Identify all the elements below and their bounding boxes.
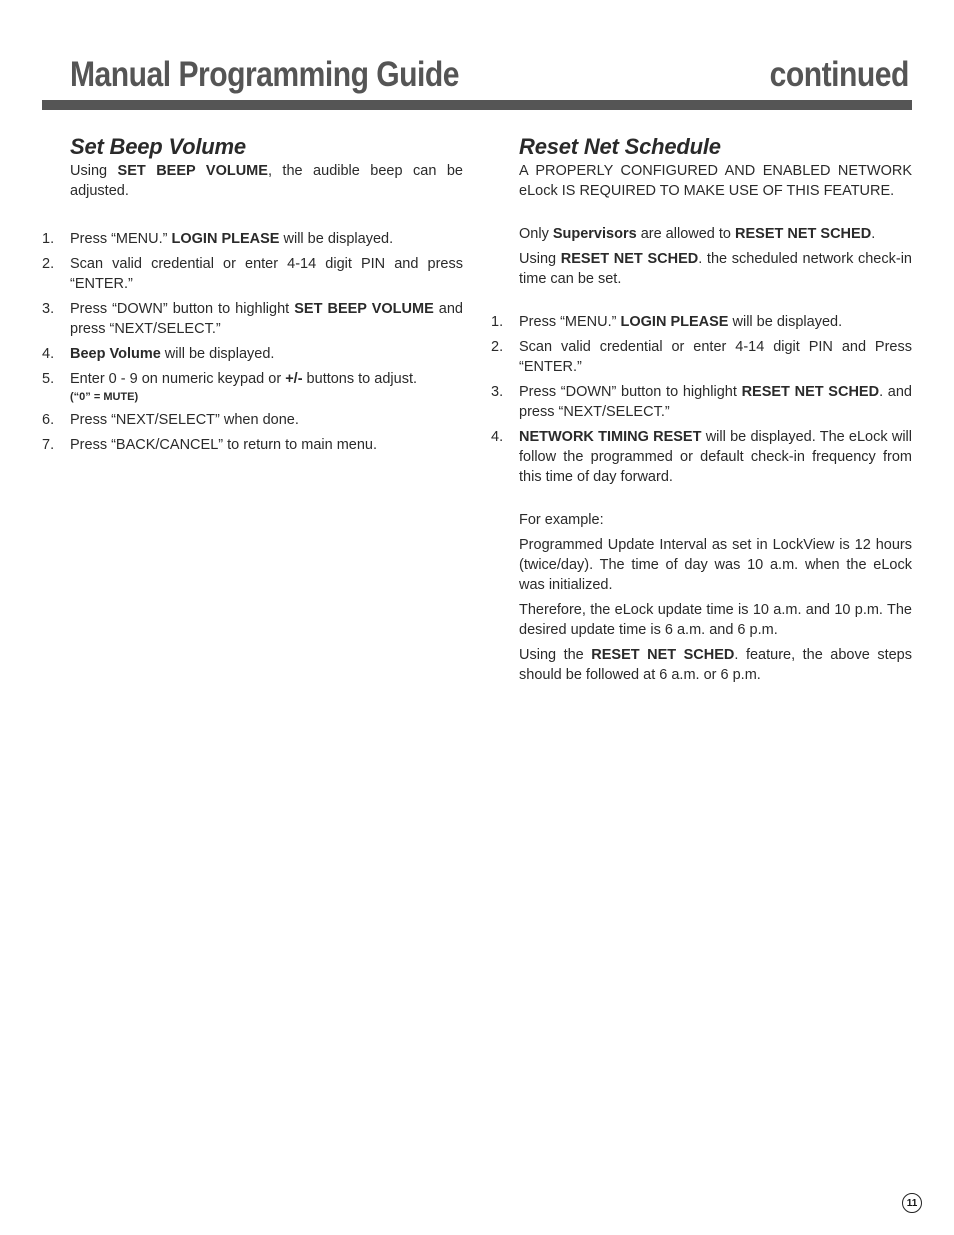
step-number: 5. xyxy=(42,371,55,387)
text-run: . the scheduled network check-in time can be set. xyxy=(519,251,912,287)
text-run: Press “BACK/CANCEL” to return to main menu. xyxy=(70,437,378,453)
set-beep-volume-section xyxy=(42,133,463,460)
supervisor-note xyxy=(519,224,912,244)
keyword: Beep Volume xyxy=(70,346,161,362)
text-run: Using xyxy=(70,163,118,179)
example-paragraph: Therefore, the eLock update time is 10 a.m. and 10 p.m. The desired update time is 6 a.m. and 6 p.m. xyxy=(519,602,912,638)
text-run: , the audible beep can be adjusted. xyxy=(70,163,463,199)
list-item xyxy=(42,410,463,430)
list-item xyxy=(491,427,912,487)
text-run: buttons to adjust. xyxy=(302,371,417,387)
section-heading: Reset Net Schedule xyxy=(519,134,721,159)
steps-list xyxy=(491,312,912,487)
header-divider xyxy=(42,100,912,110)
keyword: RESET NET SCHED xyxy=(560,251,699,267)
text-run: Press “MENU.” xyxy=(70,231,172,247)
reset-net-schedule-section xyxy=(491,133,912,690)
text-run: will be displayed. xyxy=(279,231,394,247)
text-run: . xyxy=(871,226,876,242)
step-number: 4. xyxy=(491,429,504,445)
section-intro xyxy=(70,161,463,201)
keyword: RESET NET SCHED xyxy=(591,647,735,663)
step-number: 1. xyxy=(491,314,504,330)
step-number: 2. xyxy=(491,339,504,355)
step-number: 6. xyxy=(42,412,55,428)
list-item xyxy=(42,435,463,455)
list-item xyxy=(42,369,463,405)
text-run: are allowed to xyxy=(636,226,736,242)
keyword: SET BEEP VOLUME xyxy=(294,301,434,317)
text-run: and press “NEXT/SELECT.” xyxy=(70,301,463,337)
text-run: Using the xyxy=(519,647,592,663)
keyword: +/- xyxy=(285,371,303,387)
text-run: will be displayed. xyxy=(160,346,275,362)
keyword: Supervisors xyxy=(552,226,637,242)
list-item xyxy=(491,382,912,422)
step-number: 3. xyxy=(491,384,504,400)
step-number: 2. xyxy=(42,256,55,272)
example-label: For example: xyxy=(519,512,604,528)
list-item xyxy=(42,299,463,339)
keyword: RESET NET SCHED xyxy=(741,384,880,400)
keyword: RESET NET SCHED xyxy=(735,226,872,242)
list-item xyxy=(42,229,463,249)
continued-label: continued xyxy=(769,55,909,94)
text-run: Scan valid credential or enter 4-14 digit PIN and press “ENTER.” xyxy=(70,256,463,292)
text-run: Press “MENU.” xyxy=(519,314,621,330)
text-run: Only xyxy=(519,226,553,242)
page-number-badge: 11 xyxy=(902,1193,922,1213)
example-paragraph: Programmed Update Interval as set in LockView is 12 hours (twice/day). The time of day was 10 a.m. when the eLock was initialized. xyxy=(519,537,912,593)
text-run: will be displayed. The eLock will follow the programmed or default check-in frequency from this time of day forward. xyxy=(519,429,912,485)
keyword: NETWORK TIMING RESET xyxy=(519,429,702,445)
section-heading: Set Beep Volume xyxy=(70,134,246,159)
text-run: Press “DOWN” button to highlight xyxy=(70,301,295,317)
step-number: 4. xyxy=(42,346,55,362)
text-run: Enter 0 - 9 on numeric keypad or xyxy=(70,371,286,387)
step-number: 7. xyxy=(42,437,55,453)
text-run: Press “DOWN” button to highlight xyxy=(519,384,742,400)
text-run: Scan valid credential or enter 4-14 digit PIN and Press “ENTER.” xyxy=(519,339,912,375)
text-run: Using xyxy=(519,251,561,267)
keyword: LOGIN PLEASE xyxy=(620,314,729,330)
example-paragraph xyxy=(519,645,912,685)
mute-note: (“0” = MUTE) xyxy=(70,391,139,403)
list-item xyxy=(491,312,912,332)
text-run: will be displayed. xyxy=(728,314,843,330)
keyword: LOGIN PLEASE xyxy=(171,231,280,247)
list-item xyxy=(491,337,912,377)
text-run: . feature, the above steps should be followed at 6 a.m. or 6 p.m. xyxy=(519,647,912,683)
text-run: Press “NEXT/SELECT” when done. xyxy=(70,412,299,428)
network-requirement-note: A PROPERLY CONFIGURED AND ENABLED NETWORK eLock IS REQUIRED TO MAKE USE OF THIS FEATURE. xyxy=(519,163,912,199)
text-run: . and press “NEXT/SELECT.” xyxy=(519,384,912,420)
keyword: SET BEEP VOLUME xyxy=(117,163,268,179)
list-item xyxy=(42,254,463,294)
step-number: 1. xyxy=(42,231,55,247)
step-number: 3. xyxy=(42,301,55,317)
steps-list xyxy=(42,229,463,455)
section-intro xyxy=(519,249,912,289)
page-title: Manual Programming Guide xyxy=(70,55,460,94)
list-item xyxy=(42,344,463,364)
